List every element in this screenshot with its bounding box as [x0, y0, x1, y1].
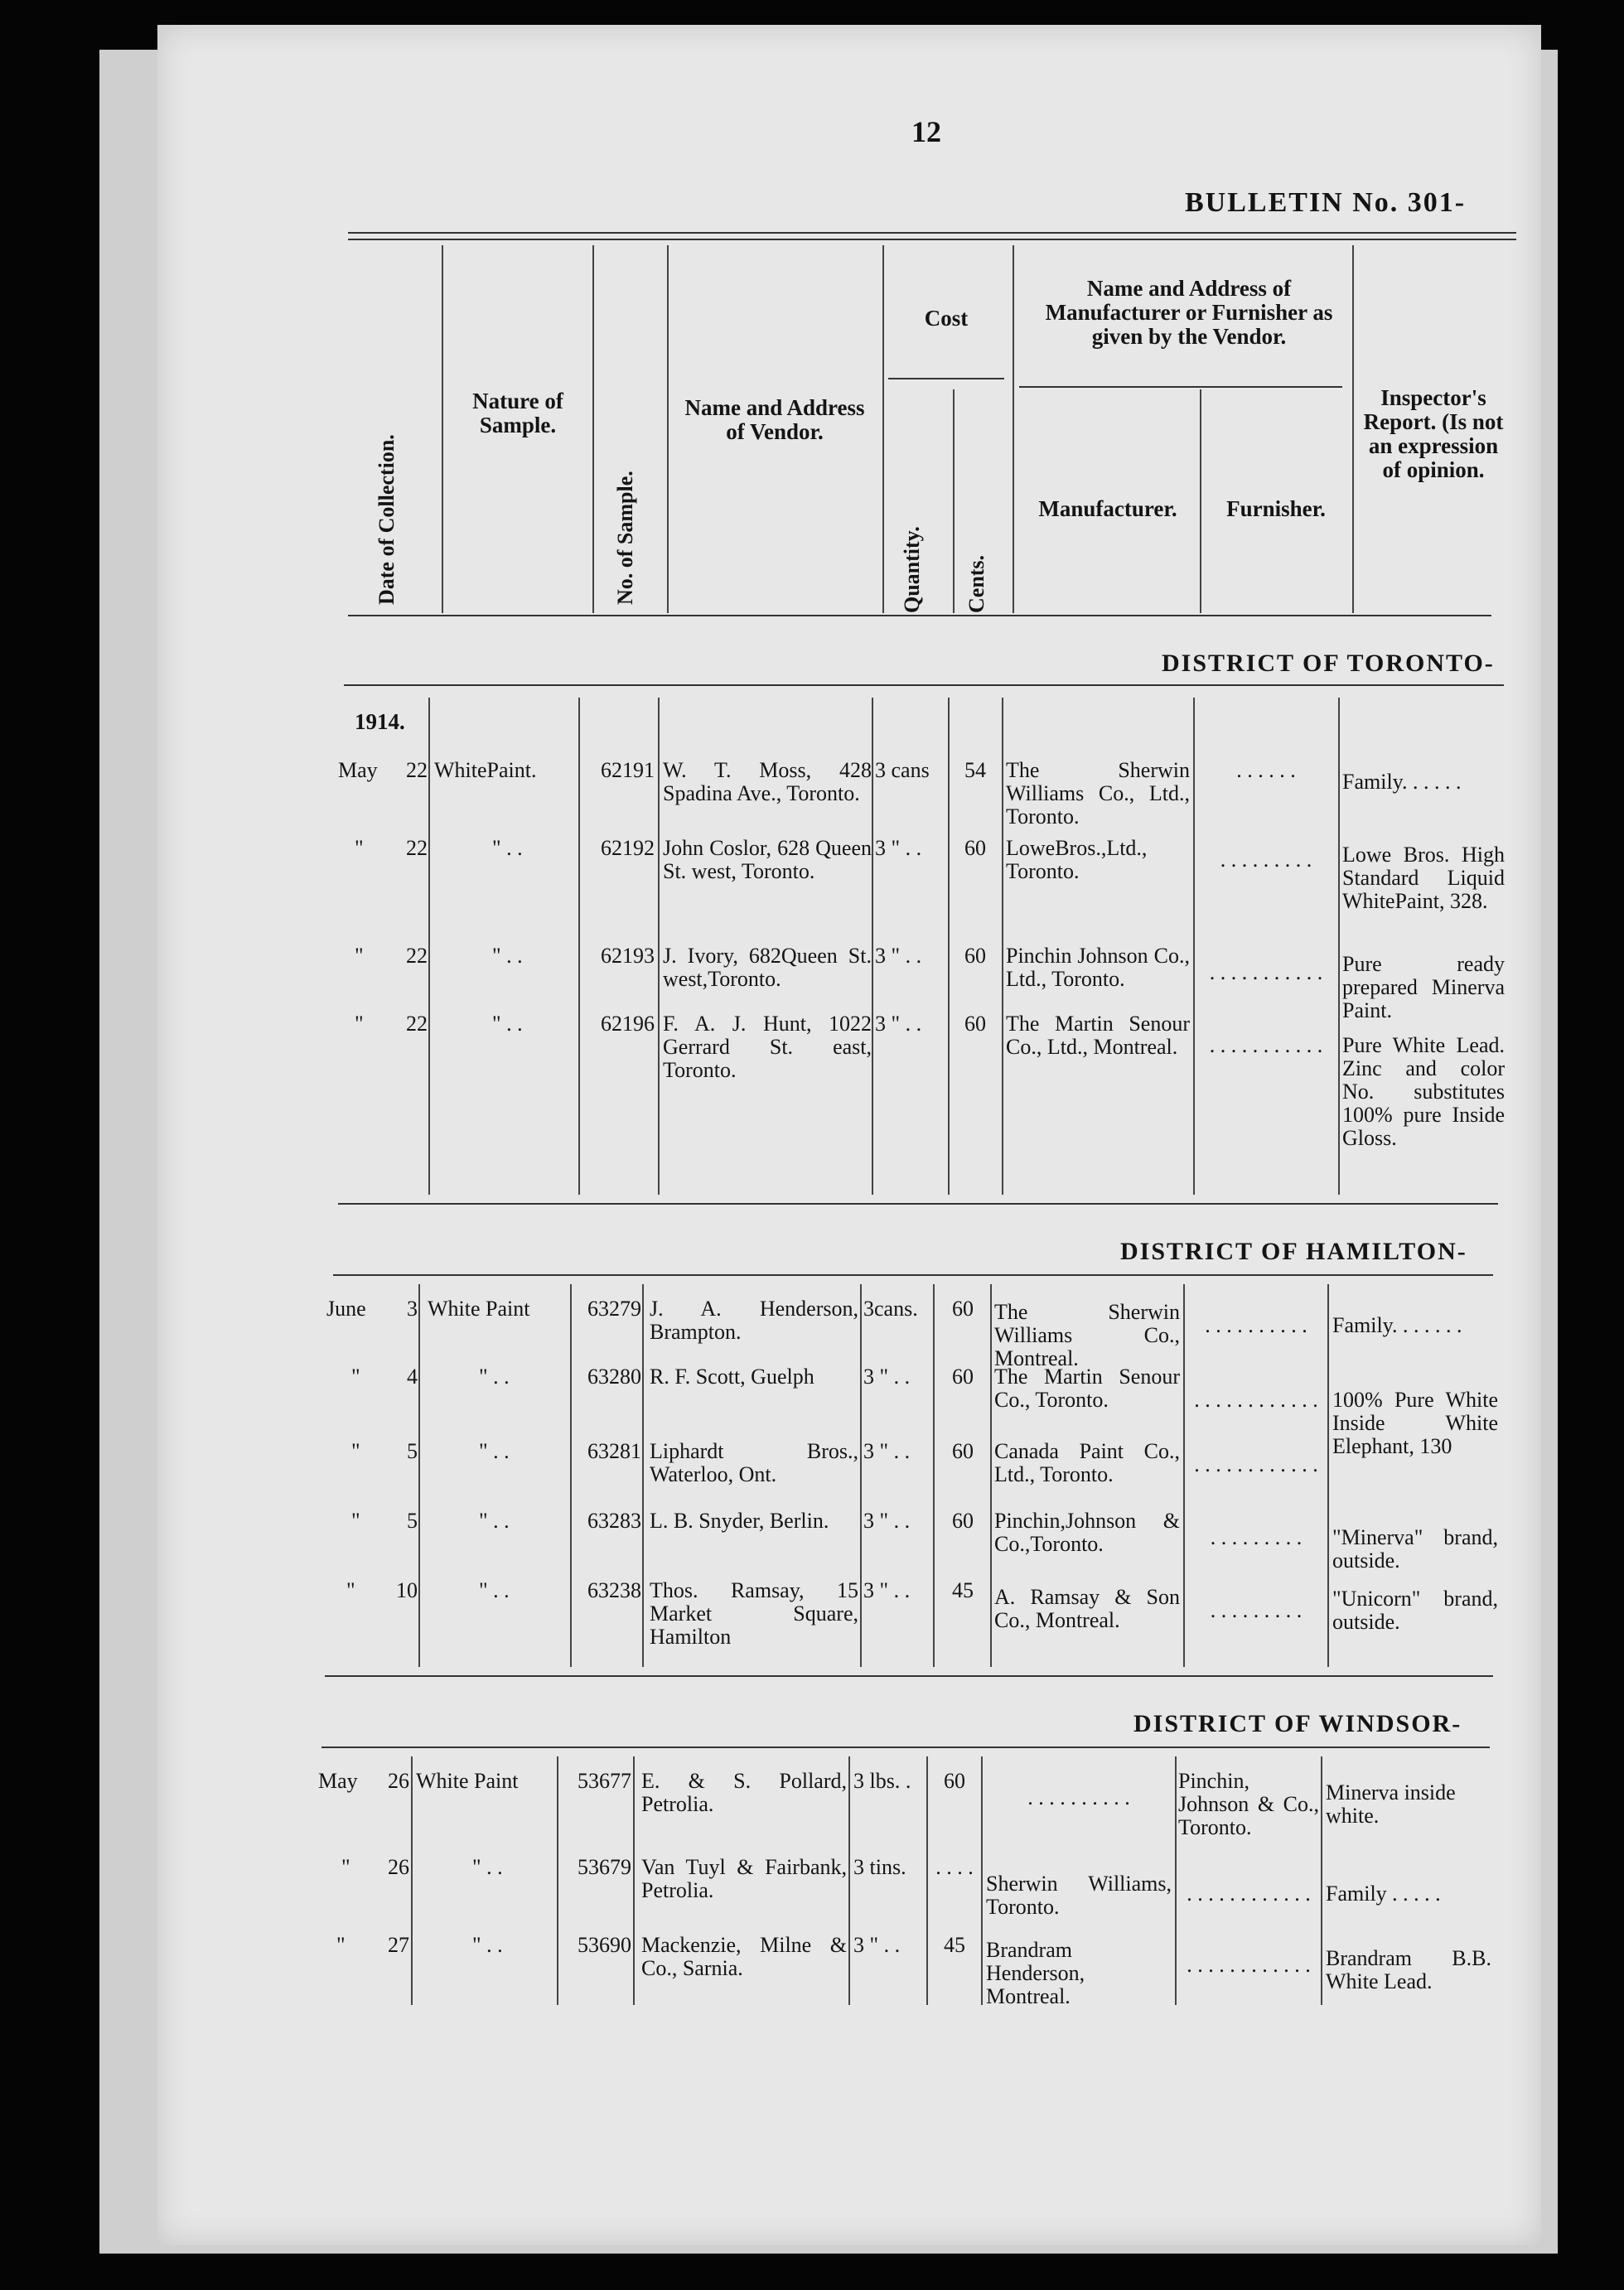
row-manufacturer: Pinchin,Johnson & Co.,Toronto. [994, 1509, 1180, 1556]
row-month: " [346, 1578, 355, 1602]
row-report: Brandram B.B. White Lead. [1326, 1946, 1491, 1993]
body-col-divider [642, 1284, 644, 1667]
row-manufacturer: Brandram Henderson, Montreal. [986, 1938, 1085, 2008]
row-day: 22 [406, 836, 428, 860]
row-manufacturer: Pinchin Johnson Co., Ltd., Toronto. [1006, 944, 1190, 991]
row-vendor: R. F. Scott, Guelph [650, 1365, 814, 1389]
row-nature: " . . [492, 836, 523, 860]
row-furnisher: . . . . . . . . . . . . [1187, 1953, 1311, 1977]
body-col-divider [860, 1284, 862, 1667]
row-manufacturer: LoweBros.,Ltd., Toronto. [1006, 836, 1148, 883]
row-furnisher: . . . . . . . . . . . [1209, 960, 1323, 984]
bulletin-title: BULLETIN No. 301- [1185, 187, 1467, 218]
body-col-divider [1175, 1756, 1177, 2005]
row-furnisher: . . . . . . [1236, 758, 1296, 782]
district-rule [338, 1203, 1498, 1205]
row-cents: 45 [952, 1578, 974, 1602]
row-quantity: 3 " . . [875, 836, 922, 860]
row-day: 5 [407, 1509, 418, 1533]
row-cents: 45 [944, 1933, 965, 1957]
body-col-divider [1002, 698, 1003, 1195]
row-month: June [326, 1297, 366, 1321]
row-furnisher: . . . . . . . . . [1210, 1598, 1303, 1622]
row-day: 4 [407, 1365, 418, 1389]
row-cents: 60 [952, 1439, 974, 1463]
row-furnisher: . . . . . . . . . . . . [1194, 1388, 1318, 1412]
header-manufacturer-group: Name and Address of Manufacturer or Furnisher as given by the Vendor. [1045, 276, 1333, 349]
row-nature: White Paint [416, 1769, 519, 1793]
body-col-divider [933, 1284, 935, 1667]
row-manufacturer: The Martin Senour Co., Toronto. [994, 1365, 1180, 1412]
row-nature: " . . [492, 944, 523, 968]
row-quantity: 3 " . . [875, 1012, 922, 1036]
row-sample-no: 62191 [601, 758, 655, 782]
header-date: Date of Collection. [375, 434, 399, 605]
row-vendor: L. B. Snyder, Berlin. [650, 1509, 829, 1533]
body-col-divider [1338, 698, 1340, 1195]
row-quantity: 3 " . . [863, 1439, 911, 1463]
row-report: Minerva inside white. [1326, 1780, 1456, 1828]
body-col-divider [557, 1756, 558, 2005]
row-report: Pure White Lead. Zinc and color No. substitutes 100% pure Inside Gloss. [1342, 1033, 1505, 1150]
row-vendor: Thos. Ramsay, 15 Market Square, Hamilton [650, 1578, 858, 1649]
row-vendor: Mackenzie, Milne & Co., Sarnia. [641, 1933, 847, 1980]
row-day: 5 [407, 1439, 418, 1463]
body-col-divider [428, 698, 430, 1195]
row-vendor: Liphardt Bros., Waterloo, Ont. [650, 1439, 858, 1486]
row-nature: " . . [492, 1012, 523, 1036]
row-vendor: John Coslor, 628 Queen St. west, Toronto. [663, 836, 872, 883]
row-cents: 60 [964, 836, 986, 860]
row-sample-no: 62193 [601, 944, 655, 968]
row-quantity: 3 " . . [853, 1933, 901, 1957]
row-quantity: 3 " . . [863, 1509, 911, 1533]
row-quantity: 3 cans [875, 758, 930, 782]
row-nature: " . . [479, 1509, 510, 1533]
row-report: "Unicorn" brand, outside. [1332, 1587, 1498, 1634]
row-nature: " . . [479, 1578, 510, 1602]
row-furnisher: . . . . . . . . . [1210, 1525, 1303, 1549]
row-furnisher: . . . . . . . . . . . . [1187, 1882, 1311, 1906]
row-cents: 54 [964, 758, 986, 782]
header-bottom-rule [348, 615, 1491, 616]
row-manufacturer: . . . . . . . . . . [1027, 1785, 1130, 1809]
row-sample-no: 63281 [587, 1439, 641, 1463]
row-quantity: 3 lbs. . [853, 1769, 911, 1793]
row-manufacturer: Sherwin Williams, Toronto. [986, 1872, 1172, 1919]
row-cents: . . . . [935, 1855, 974, 1879]
body-col-divider [658, 698, 660, 1195]
row-day: 22 [406, 758, 428, 782]
row-nature: " . . [479, 1439, 510, 1463]
row-cents: 60 [952, 1297, 974, 1321]
header-cost: Cost [924, 306, 969, 331]
header-vendor: Name and Address of Vendor. [684, 395, 865, 444]
row-vendor: J. Ivory, 682Queen St. west,Toronto. [663, 944, 872, 991]
row-nature: " . . [472, 1855, 503, 1879]
row-cents: 60 [952, 1509, 974, 1533]
row-day: 26 [388, 1769, 409, 1793]
row-manufacturer: The Sherwin Williams Co., Ltd., Toronto. [1006, 758, 1190, 829]
cost-subrule [888, 378, 1004, 379]
row-quantity: 3 tins. [853, 1855, 906, 1879]
row-vendor: W. T. Moss, 428 Spadina Ave., Toronto. [663, 758, 872, 805]
page-number: 12 [911, 115, 941, 148]
row-furnisher: . . . . . . . . . . . . [1194, 1452, 1318, 1476]
row-vendor: J. A. Henderson, Brampton. [650, 1297, 858, 1344]
row-cents: 60 [964, 1012, 986, 1036]
row-day: 27 [388, 1933, 409, 1957]
header-nature: Nature of Sample. [472, 389, 563, 437]
row-sample-no: 62196 [601, 1012, 655, 1036]
row-report: Family. . . . . . . [1332, 1313, 1462, 1337]
body-col-divider [1321, 1756, 1322, 2005]
header-cents: Cents. [964, 554, 988, 613]
row-day: 3 [407, 1297, 418, 1321]
row-month: May [318, 1769, 358, 1793]
row-report: Lowe Bros. High Standard Liquid WhitePaint, 328. [1342, 843, 1505, 913]
district-rule [325, 1675, 1493, 1677]
district-heading-windsor: DISTRICT OF WINDSOR- [1133, 1710, 1462, 1737]
body-col-divider [990, 1284, 992, 1667]
row-sample-no: 63279 [587, 1297, 641, 1321]
header-sample-no: No. of Sample. [613, 471, 637, 605]
row-day: 22 [406, 1012, 428, 1036]
header-quantity: Quantity. [900, 526, 924, 613]
row-cents: 60 [964, 944, 986, 968]
district-rule [333, 1274, 1493, 1276]
body-col-divider [570, 1284, 572, 1667]
row-sample-no: 53677 [578, 1769, 631, 1793]
row-furnisher: . . . . . . . . . [1220, 848, 1312, 872]
row-nature: White Paint [428, 1297, 530, 1321]
district-heading-toronto: DISTRICT OF TORONTO- [1162, 650, 1495, 677]
header-col-divider [1352, 245, 1354, 613]
row-sample-no: 63238 [587, 1578, 641, 1602]
header-report: Inspector's Report. (Is not an expression of opinion. [1363, 385, 1504, 482]
row-month: " [351, 1439, 360, 1463]
row-day: 22 [406, 944, 428, 968]
row-manufacturer: Canada Paint Co., Ltd., Toronto. [994, 1439, 1180, 1486]
row-report: Family. . . . . . [1342, 770, 1462, 794]
row-quantity: 3 " . . [875, 944, 922, 968]
row-month: " [355, 1012, 364, 1036]
row-furnisher: . . . . . . . . . . [1205, 1313, 1307, 1337]
row-sample-no: 53679 [578, 1855, 631, 1879]
row-nature: " . . [479, 1365, 510, 1389]
header-col-divider [442, 245, 443, 613]
header-manufacturer: Manufacturer. [1038, 496, 1177, 521]
row-vendor: F. A. J. Hunt, 1022 Gerrard St. east, Toronto. [663, 1012, 872, 1082]
row-cents: 60 [944, 1769, 965, 1793]
body-col-divider [1183, 1284, 1185, 1667]
header-col-divider [953, 389, 955, 613]
row-vendor: E. & S. Pollard, Petrolia. [641, 1769, 847, 1816]
row-sample-no: 63280 [587, 1365, 641, 1389]
row-report: "Minerva" brand, outside. [1332, 1525, 1498, 1573]
header-col-divider [1200, 389, 1201, 613]
row-month: " [351, 1509, 360, 1533]
manufacturer-subrule [1019, 386, 1342, 388]
header-col-divider [882, 245, 884, 613]
row-sample-no: 53690 [578, 1933, 631, 1957]
row-cents: 60 [952, 1365, 974, 1389]
body-col-divider [1193, 698, 1195, 1195]
row-manufacturer: The Martin Senour Co., Ltd., Montreal. [1006, 1012, 1190, 1059]
row-sample-no: 63283 [587, 1509, 641, 1533]
row-nature: " . . [472, 1933, 503, 1957]
body-col-divider [633, 1756, 635, 2005]
district-rule [321, 1746, 1490, 1748]
row-nature: WhitePaint. [434, 758, 537, 782]
body-col-divider [926, 1756, 928, 2005]
row-sample-no: 62192 [601, 836, 655, 860]
header-col-divider [1013, 245, 1014, 613]
district-heading-hamilton: DISTRICT OF HAMILTON- [1120, 1238, 1467, 1265]
row-quantity: 3 " . . [863, 1365, 911, 1389]
body-col-divider [1327, 1284, 1329, 1667]
body-col-divider [981, 1756, 983, 2005]
body-col-divider [418, 1284, 420, 1667]
row-manufacturer: The Sherwin Williams Co., Montreal. [994, 1300, 1180, 1370]
row-report: Pure ready prepared Minerva Paint. [1342, 952, 1505, 1022]
row-furnisher: . . . . . . . . . . . [1209, 1033, 1323, 1057]
row-month: " [336, 1933, 346, 1957]
header-furnisher: Furnisher. [1226, 496, 1326, 521]
body-col-divider [411, 1756, 413, 2005]
row-quantity: 3cans. [863, 1297, 918, 1321]
district-rule [344, 684, 1504, 686]
row-report: 100% Pure White Inside White Elephant, 130 [1332, 1388, 1498, 1458]
body-col-divider [872, 698, 873, 1195]
row-manufacturer: A. Ramsay & Son Co., Montreal. [994, 1585, 1180, 1632]
header-col-divider [667, 245, 669, 613]
header-col-divider [592, 245, 594, 613]
year-label: 1914. [355, 709, 405, 734]
row-report: Family . . . . . [1326, 1882, 1441, 1906]
row-month: " [351, 1365, 360, 1389]
row-month: " [341, 1855, 350, 1879]
header-top-rule [348, 232, 1516, 240]
row-month: " [355, 836, 364, 860]
row-month: " [355, 944, 364, 968]
body-col-divider [848, 1756, 850, 2005]
row-month: May [338, 758, 378, 782]
row-quantity: 3 " . . [863, 1578, 911, 1602]
row-furnisher: Pinchin, Johnson & Co., Toronto. [1178, 1769, 1319, 1839]
row-vendor: Van Tuyl & Fairbank, Petrolia. [641, 1855, 847, 1902]
row-day: 26 [388, 1855, 409, 1879]
row-day: 10 [396, 1578, 418, 1602]
